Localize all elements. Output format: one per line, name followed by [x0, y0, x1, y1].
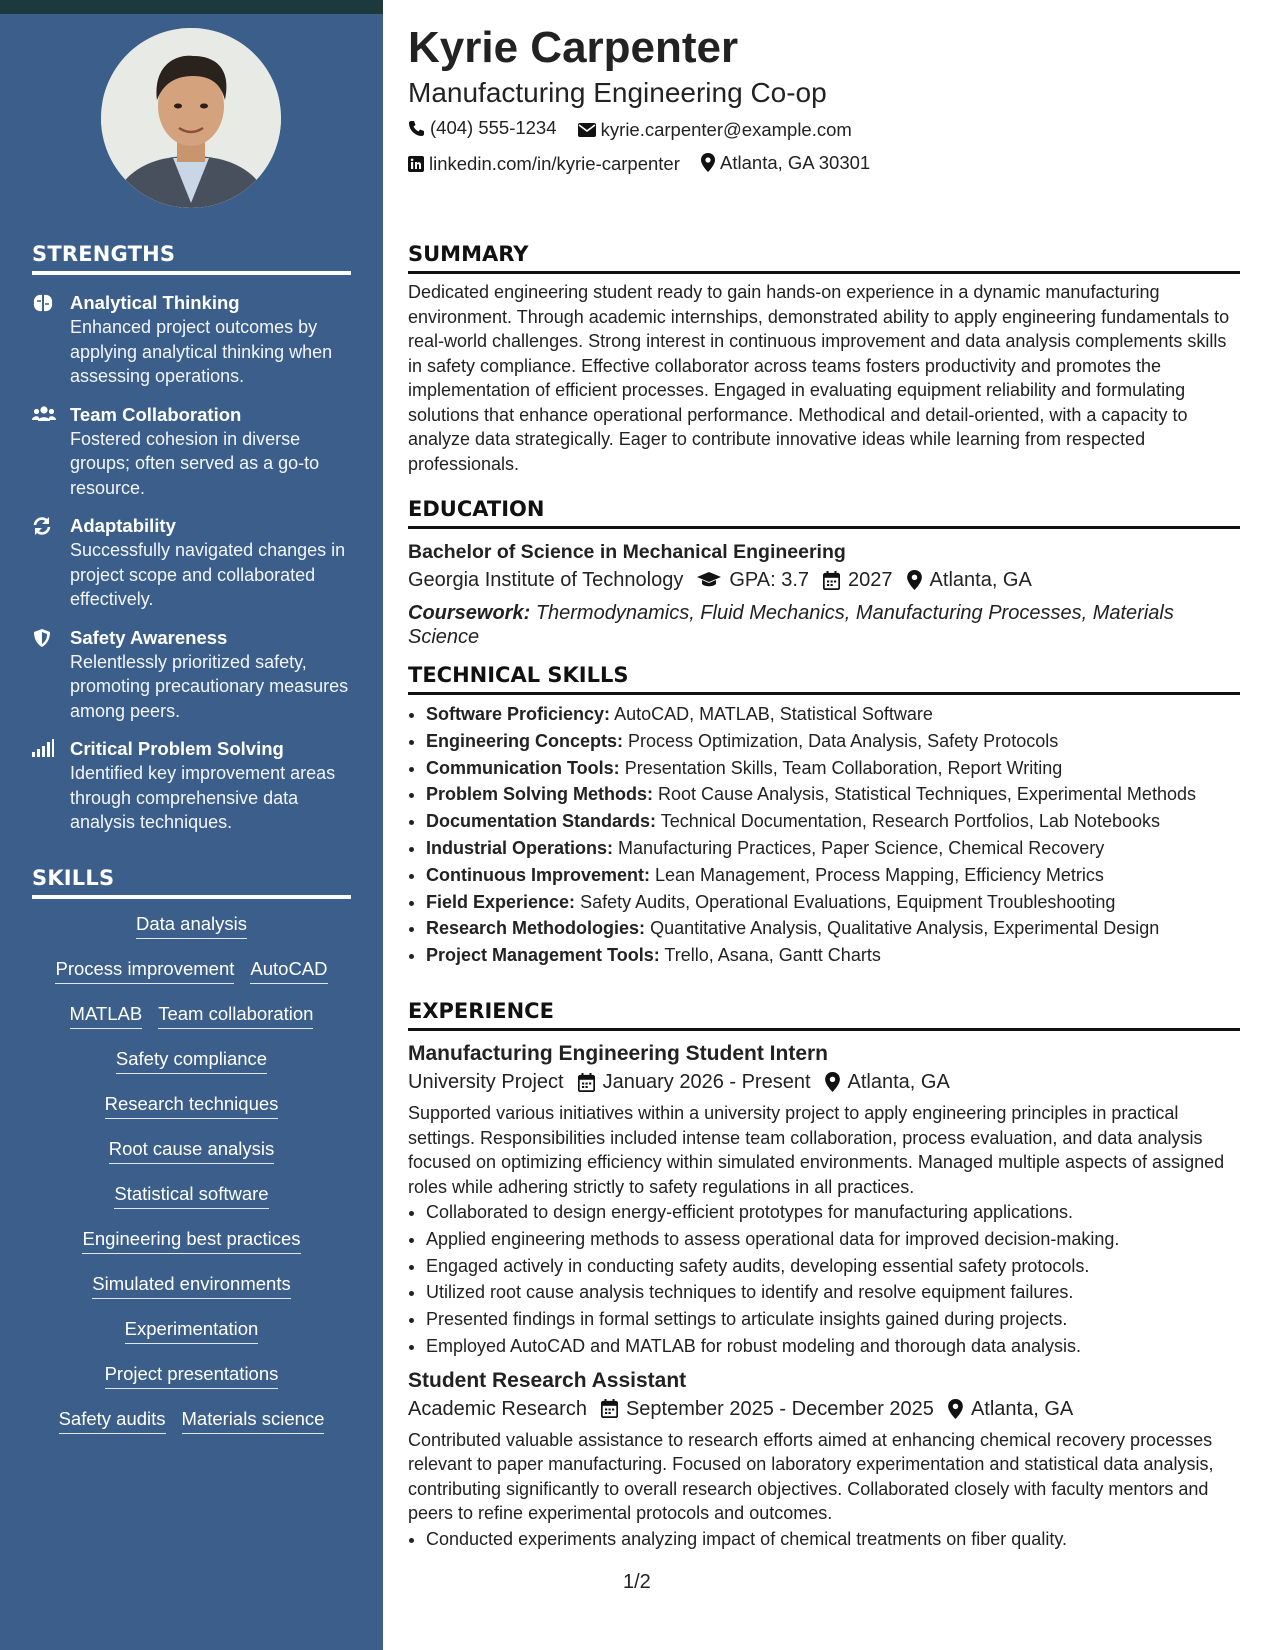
- skill-tag: AutoCAD: [250, 958, 327, 984]
- skill-value: Root Cause Analysis, Statistical Techniques, Experimental Methods: [658, 784, 1196, 805]
- skill-value: AutoCAD, MATLAB, Statistical Software: [614, 704, 933, 724]
- strength-title: Safety Awareness: [70, 626, 228, 648]
- list-item: [426, 701, 1240, 728]
- location-text: Atlanta, GA: [970, 1397, 1074, 1420]
- skills-list: [32, 913, 351, 1453]
- brain-icon: [32, 293, 56, 313]
- list-item: [426, 728, 1240, 755]
- strength-title: Adaptability: [70, 515, 176, 536]
- signal-icon: [32, 739, 56, 759]
- degree-title: Bachelor of Science in Mechanical Engineering: [408, 541, 846, 563]
- strength-item: [32, 626, 351, 724]
- edu-location-text: Atlanta, GA: [929, 569, 1032, 591]
- technical-skills-section: [408, 663, 1240, 969]
- skill-label: Continuous Improvement:: [426, 864, 650, 885]
- email-text: kyrie.carpenter@example.com: [600, 118, 852, 140]
- education-meta: [408, 565, 1240, 595]
- sidebar: [0, 0, 383, 1650]
- list-item: • Presented findings in formal settings to articulate insights gained during projects.: [426, 1306, 1240, 1333]
- skills-heading: SKILLS: [32, 866, 351, 899]
- year-text: 2027: [848, 569, 893, 591]
- graduation-cap-icon: [697, 572, 721, 588]
- linkedin-icon: [408, 156, 424, 172]
- skill-tag: Engineering best practices: [82, 1228, 300, 1254]
- coursework-label: Coursework:: [408, 602, 531, 624]
- experience-entry: [408, 1041, 1240, 1360]
- profile-photo: [101, 28, 281, 208]
- gpa-item: [697, 565, 809, 595]
- skill-tag: Project presentations: [105, 1363, 279, 1389]
- skill-label: Problem Solving Methods:: [426, 784, 654, 805]
- skill-label: Field Experience:: [426, 891, 576, 912]
- list-item: • Employed AutoCAD and MATLAB for robust modeling and thorough data analysis.: [426, 1333, 1240, 1360]
- org-text: University Project: [408, 1071, 564, 1093]
- calendar-icon: [578, 1073, 595, 1092]
- calendar-icon: [823, 571, 840, 590]
- experience-section: [408, 999, 1240, 1553]
- strength-item: [32, 403, 351, 501]
- skill-tag: Safety compliance: [116, 1048, 267, 1074]
- skill-value: Trello, Asana, Gantt Charts: [664, 945, 881, 966]
- org-text: Academic Research: [408, 1397, 587, 1420]
- skill-label: Communication Tools:: [426, 757, 620, 778]
- job-location: [948, 1394, 1073, 1424]
- skill-tag: Statistical software: [114, 1183, 268, 1209]
- edu-location-item: [907, 565, 1032, 595]
- dates-text: September 2025 - December 2025: [625, 1397, 934, 1420]
- technical-skills-heading: TECHNICAL SKILLS: [408, 663, 1240, 695]
- skill-value: Safety Audits, Operational Evaluations, Equipment Troubleshooting: [580, 891, 1116, 912]
- skill-tag: Research techniques: [105, 1093, 279, 1119]
- shield-icon: [32, 628, 56, 648]
- envelope-icon: [578, 123, 596, 137]
- list-item: [426, 835, 1240, 862]
- coursework: [408, 601, 1240, 649]
- list-item: • Applied engineering methods to assess operational data for improved decision-making.: [426, 1226, 1240, 1253]
- skill-tag: Root cause analysis: [109, 1138, 275, 1164]
- list-item: • Conducted experiments analyzing impact of chemical treatments on fiber quality.: [426, 1526, 1240, 1553]
- job-description: Contributed valuable assistance to research efforts aimed at enhancing chemical recovery processes relevant to paper manufacturing. Focused on laboratory experimentation and statistical data analysis, contributing significantly to overall research objectives. Collaborated closely with faculty mentors and peers to refine experimental protocols and outcomes.: [408, 1429, 1214, 1524]
- skill-label: Documentation Standards:: [426, 811, 657, 832]
- skill-value: Manufacturing Practices, Paper Science, Chemical Recovery: [618, 837, 1105, 858]
- skill-tag: Process improvement: [55, 958, 234, 984]
- linkedin-text: linkedin.com/in/kyrie-carpenter: [429, 153, 680, 174]
- coursework-text: Thermodynamics, Fluid Mechanics, Manufacturing Processes, Materials Science: [408, 602, 1174, 648]
- strengths-section: [32, 242, 351, 835]
- job-org: [408, 1067, 564, 1097]
- strength-desc: Fostered cohesion in diverse groups; often served as a go-to resource.: [70, 428, 320, 498]
- strength-title: Analytical Thinking: [70, 292, 240, 313]
- list-item: [426, 942, 1240, 969]
- experience-heading: EXPERIENCE: [408, 999, 1240, 1031]
- contact-line: [408, 112, 1240, 147]
- location-text: Atlanta, GA: [847, 1071, 950, 1093]
- list-item: • Utilized root cause analysis techniques to identify and resolve equipment failures.: [426, 1279, 1240, 1306]
- contact-email: [578, 114, 852, 146]
- phone-text: (404) 555-1234: [430, 117, 557, 138]
- skill-label: Engineering Concepts:: [426, 730, 624, 751]
- strength-title: Critical Problem Solving: [70, 738, 284, 759]
- skill-value: Quantitative Analysis, Qualitative Analysis, Experimental Design: [650, 918, 1160, 939]
- strength-desc: Successfully navigated changes in project scope and collaborated effectively.: [70, 540, 346, 609]
- skill-value: Technical Documentation, Research Portfolios, Lab Notebooks: [660, 811, 1160, 832]
- strength-desc: Relentlessly prioritized safety, promoting precautionary measures among peers.: [70, 651, 349, 721]
- list-item: [426, 755, 1240, 782]
- users-icon: [32, 405, 56, 425]
- job-org: [408, 1394, 587, 1424]
- skill-tag: Team collaboration: [158, 1003, 313, 1029]
- map-pin-icon: [948, 1399, 963, 1419]
- sync-icon: [32, 516, 56, 536]
- strength-desc: Identified key improvement areas through comprehensive data analysis techniques.: [70, 763, 336, 832]
- year-item: [823, 565, 893, 595]
- summary-text: Dedicated engineering student ready to gain hands-on experience in a dynamic manufacturing environment. Through academic internships, demonstrated ability to apply engineering fundamentals to real-world challenges. Strong interest in continuous improvement and data analysis complements skills in safety compliance. Effective collaborator across teams fosters productivity and promotes the implementation of efficient processes. Engaged in evaluating equipment reliability and formulating solutions that enhance operational performance. Methodical and detail-oriented, with a capacity to analyze data strategically. Eager to contribute innovative ideas while learning from respected professionals.: [408, 282, 1230, 474]
- strength-item: [32, 291, 351, 389]
- list-item: • Engaged actively in conducting safety audits, developing essential safety protocols.: [426, 1253, 1240, 1280]
- list-item: [426, 808, 1240, 835]
- skills-section: [32, 866, 351, 1453]
- skill-tag: Data analysis: [136, 913, 247, 939]
- strengths-heading: STRENGTHS: [32, 242, 351, 275]
- school-name: [408, 565, 683, 595]
- skill-tag: Safety audits: [59, 1408, 166, 1434]
- contact-linkedin: [408, 148, 680, 180]
- job-bullets: [408, 1526, 1240, 1553]
- contact-line: [408, 147, 1240, 183]
- phone-icon: [408, 120, 425, 137]
- strength-title: Team Collaboration: [70, 403, 242, 425]
- school-text: Georgia Institute of Technology: [408, 569, 684, 591]
- education-heading: EDUCATION: [408, 497, 1240, 529]
- skill-value: Presentation Skills, Team Collaboration, Report Writing: [624, 757, 1063, 778]
- location-text: Atlanta, GA 30301: [720, 151, 871, 173]
- technical-skills-list: [408, 701, 1240, 969]
- skill-tag: Materials science: [182, 1408, 325, 1434]
- map-pin-icon: [701, 153, 715, 172]
- strength-desc: Enhanced project outcomes by applying analytical thinking when assessing operations.: [70, 317, 333, 386]
- experience-entry: [408, 1368, 1240, 1553]
- sidebar-top-bar: [0, 0, 383, 14]
- strength-item: [32, 737, 351, 835]
- job-bullets: [408, 1199, 1240, 1360]
- summary-section: [408, 242, 1240, 476]
- job-role-title: Manufacturing Engineering Student Intern: [408, 1042, 828, 1065]
- contact-phone: [408, 112, 557, 144]
- job-title: Manufacturing Engineering Co-op: [408, 77, 827, 108]
- list-item: [426, 915, 1240, 942]
- main-content: [408, 20, 1240, 1549]
- page-number: 1/2: [623, 1571, 651, 1593]
- skill-label: Software Proficiency:: [426, 704, 611, 724]
- job-dates: [578, 1067, 811, 1097]
- dates-text: January 2026 - Present: [602, 1071, 811, 1093]
- list-item: [426, 862, 1240, 889]
- strength-item: [32, 514, 351, 612]
- skill-value: Process Optimization, Data Analysis, Safety Protocols: [628, 730, 1059, 751]
- gpa-text: GPA: 3.7: [729, 569, 810, 591]
- calendar-icon: [601, 1399, 618, 1418]
- map-pin-icon: [907, 570, 922, 590]
- job-role-title: Student Research Assistant: [408, 1368, 687, 1392]
- list-item: [426, 781, 1240, 808]
- job-location: [825, 1067, 950, 1097]
- skill-tag: MATLAB: [70, 1003, 143, 1029]
- job-meta: [408, 1067, 1240, 1097]
- education-section: [408, 497, 1240, 649]
- skill-label: Research Methodologies:: [426, 918, 646, 939]
- candidate-name: Kyrie Carpenter: [408, 23, 739, 72]
- skill-label: Project Management Tools:: [426, 945, 660, 966]
- skill-tag: Experimentation: [125, 1318, 259, 1344]
- list-item: • Collaborated to design energy-efficient prototypes for manufacturing applications.: [426, 1199, 1240, 1226]
- summary-heading: SUMMARY: [408, 242, 1240, 274]
- skill-label: Industrial Operations:: [426, 837, 614, 858]
- job-meta: [408, 1394, 1240, 1424]
- contact-location: [701, 147, 870, 179]
- list-item: [426, 889, 1240, 916]
- skill-tag: Simulated environments: [92, 1273, 290, 1299]
- job-description: Supported various initiatives within a university project to apply engineering principles in practical settings. Responsibilities included intense team collaboration, process evaluation, and data analysis focused on optimizing efficiency within simulated environments. Managed multiple aspects of assigned roles while adhering strictly to safety regulations in all practices.: [408, 1103, 1225, 1197]
- skill-value: Lean Management, Process Mapping, Efficiency Metrics: [655, 864, 1104, 885]
- job-dates: [601, 1394, 934, 1424]
- map-pin-icon: [825, 1072, 840, 1092]
